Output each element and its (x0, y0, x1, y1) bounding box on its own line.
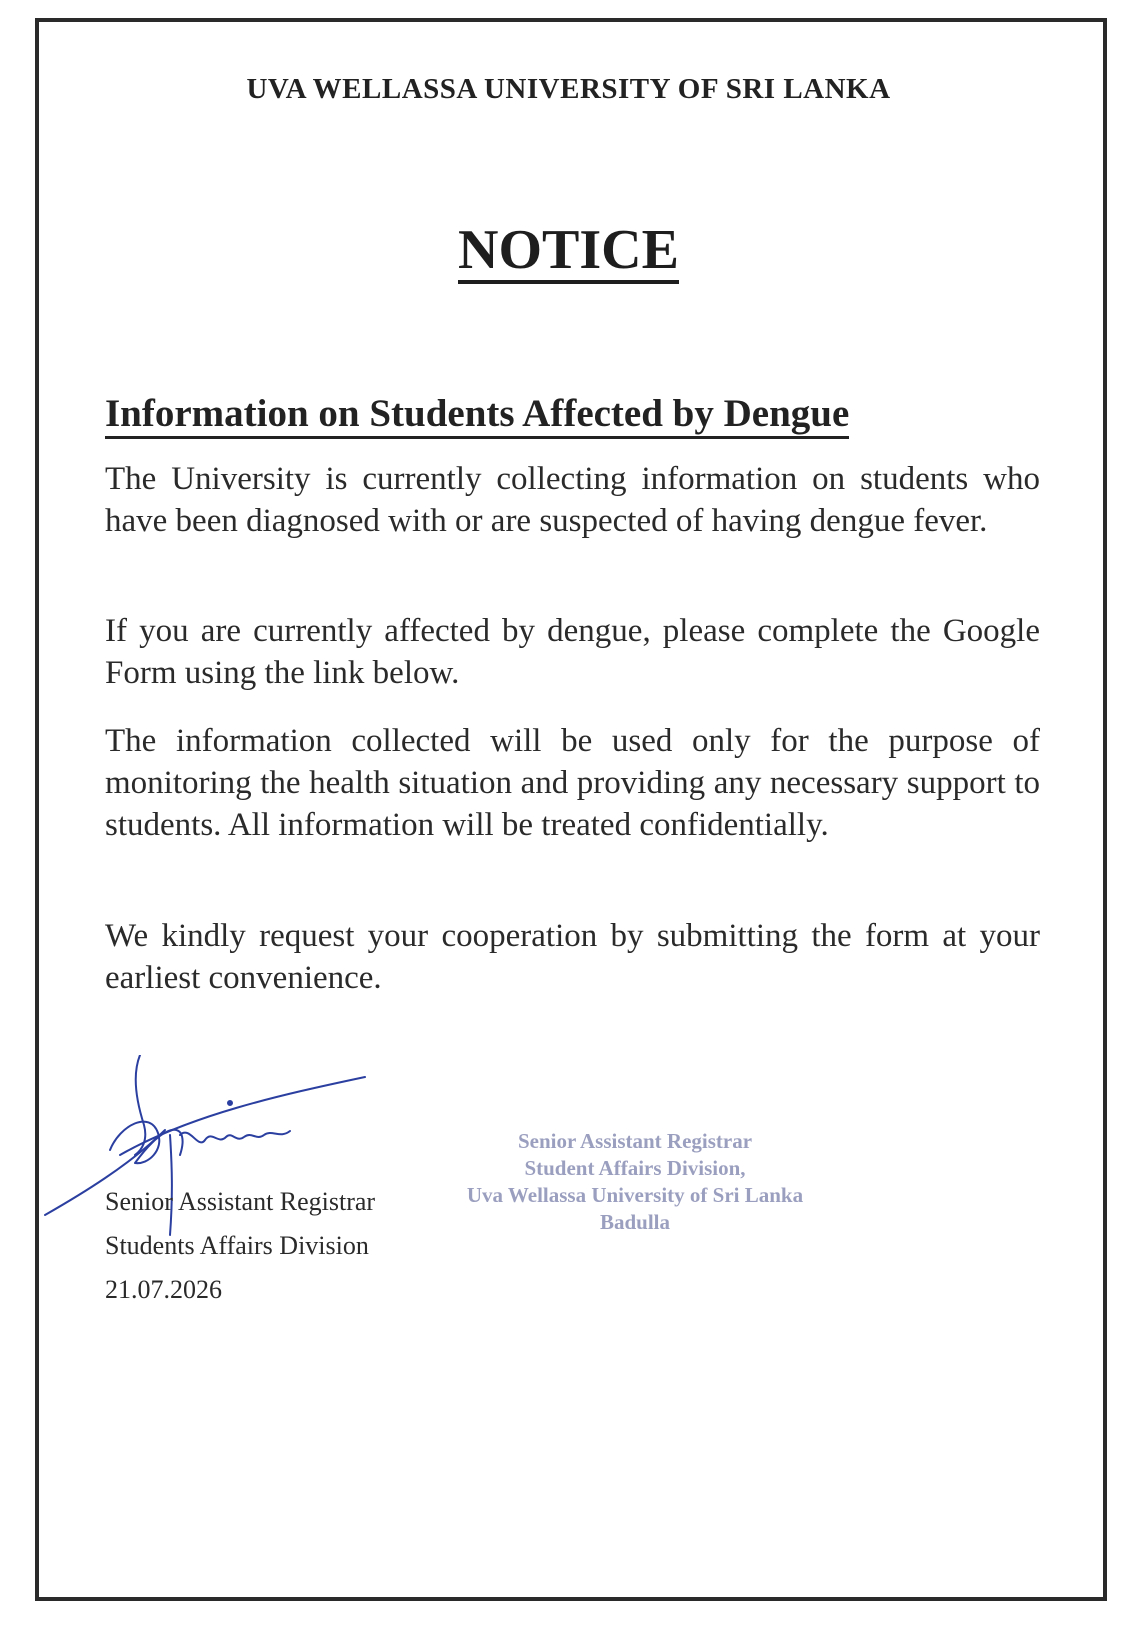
stamp-line-division: Student Affairs Division, (524, 1156, 746, 1180)
stamp-line-university: Uva Wellassa University of Sri Lanka (466, 1183, 804, 1207)
signatory-division: Students Affairs Division (105, 1231, 369, 1260)
signatory-block (105, 1180, 375, 1312)
notice-date: 21.07.2026 (105, 1275, 222, 1304)
paragraph-2: If you are currently affected by dengue, please complete the Google Form using the link below. (105, 613, 1040, 691)
stamp-line-designation: Senior Assistant Registrar (517, 1129, 753, 1153)
paragraph-4: We kindly request your cooperation by submitting the form at your earliest convenience. (105, 918, 1040, 996)
notice-subject-text: Information on Students Affected by Dengue (105, 393, 849, 439)
university-name: UVA WELLASSA UNIVERSITY OF SRI LANKA (246, 73, 891, 105)
notice-subject (105, 391, 1005, 439)
paragraph-1: The University is currently collecting information on students who have been diagnosed with or are suspected of having dengue fever. (105, 461, 1040, 539)
signatory-designation: Senior Assistant Registrar (105, 1187, 376, 1216)
official-stamp (455, 1128, 815, 1236)
stamp-line-city: Badulla (599, 1210, 671, 1234)
notice-title (0, 218, 1137, 284)
notice-title-text: NOTICE (458, 221, 679, 284)
paragraph-3: The information collected will be used only for the purpose of monitoring the health situation and providing any necessary support to students. All information will be treated confidentially. (105, 723, 1040, 843)
